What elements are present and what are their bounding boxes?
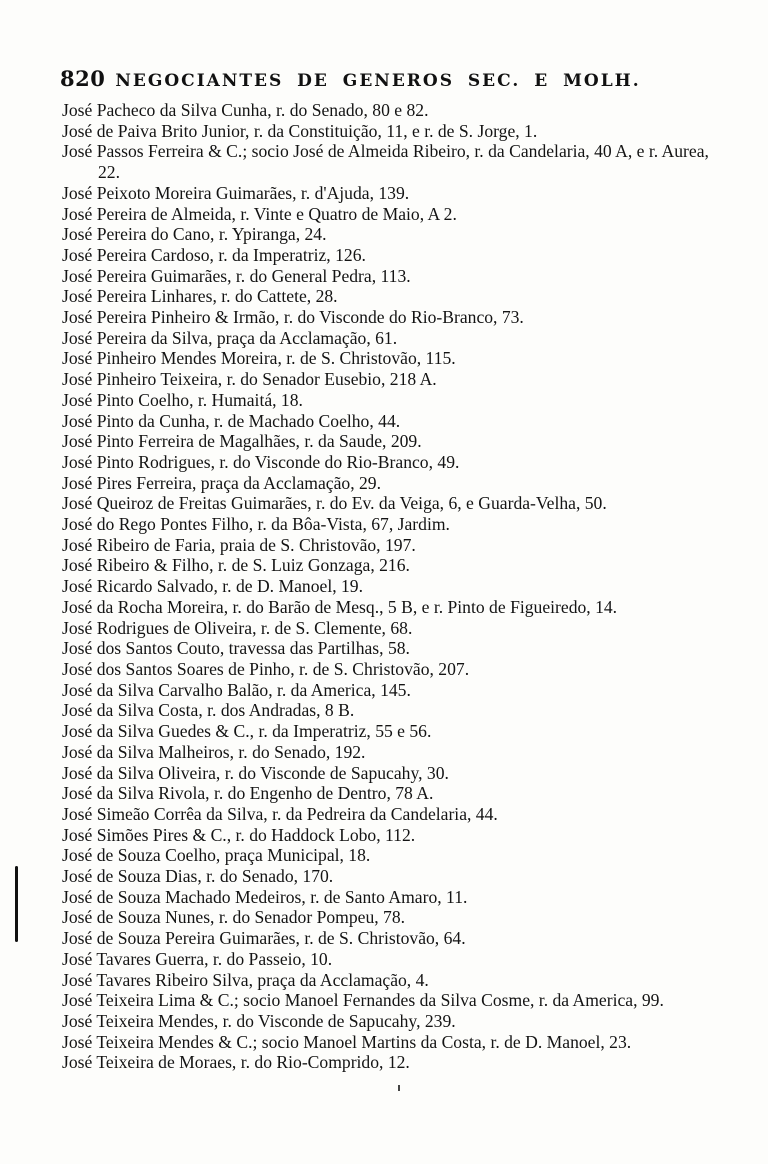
list-item: José da Silva Costa, r. dos Andradas, 8 B. bbox=[62, 700, 355, 721]
page-number: 820 bbox=[60, 66, 106, 91]
list-item: José da Silva Carvalho Balão, r. da America, 145. bbox=[62, 679, 411, 700]
list-item: José Ribeiro & Filho, r. de S. Luiz Gonzaga, 216. bbox=[62, 555, 410, 576]
list-item: José da Rocha Moreira, r. do Barão de Mesq., 5 B, e r. Pinto de Figueiredo, 14. bbox=[62, 596, 618, 617]
list-item: José Pacheco da Silva Cunha, r. do Senado, 80 e 82. bbox=[62, 100, 429, 120]
list-item: José Pereira Pinheiro & Irmão, r. do Visconde do Rio-Branco, 73. bbox=[62, 307, 524, 328]
list-item: José Pereira da Silva, praça da Acclamação, 61. bbox=[62, 327, 398, 348]
list-item: José Pinto Rodrigues, r. do Visconde do Rio-Branco, 49. bbox=[62, 451, 460, 472]
list-item: José Teixeira de Moraes, r. do Rio-Comprido, 12. bbox=[62, 1052, 410, 1073]
list-item: José Tavares Guerra, r. do Passeio, 10. bbox=[62, 948, 333, 969]
page-header bbox=[60, 66, 710, 91]
list-item: José Pereira Cardoso, r. da Imperatriz, 126. bbox=[62, 244, 366, 265]
list-item: José Pereira Guimarães, r. do General Pedra, 113. bbox=[62, 265, 411, 286]
list-item: José de Souza Machado Medeiros, r. de Santo Amaro, 11. bbox=[62, 886, 468, 907]
list-item: José Ricardo Salvado, r. de D. Manoel, 19. bbox=[62, 576, 363, 597]
list-item: José Pinto da Cunha, r. de Machado Coelho, 44. bbox=[62, 410, 401, 431]
list-item: José Pereira Linhares, r. do Cattete, 28. bbox=[62, 286, 338, 307]
list-item: José Passos Ferreira & C.; socio José de Almeida Ribeiro, r. da Candelaria, 40 A, e r. Aurea, 22. bbox=[62, 141, 709, 183]
list-item: José Ribeiro de Faria, praia de S. Christovão, 197. bbox=[62, 534, 416, 555]
list-item: José Queiroz de Freitas Guimarães, r. do Ev. da Veiga, 6, e Guarda-Velha, 50. bbox=[62, 493, 607, 514]
list-item: José Simões Pires & C., r. do Haddock Lobo, 112. bbox=[62, 824, 416, 845]
list-item: José de Souza Pereira Guimarães, r. de S. Christovão, 64. bbox=[62, 928, 466, 949]
list-item: José Pinto Ferreira de Magalhães, r. da Saude, 209. bbox=[62, 431, 422, 452]
running-title: NEGOCIANTES DE GENEROS SEC. E MOLH. bbox=[115, 71, 641, 91]
margin-ink-mark bbox=[15, 866, 18, 942]
list-item: José Teixeira Mendes, r. do Visconde de Sapucahy, 239. bbox=[62, 1010, 456, 1031]
list-item: José de Souza Coelho, praça Municipal, 18. bbox=[62, 845, 371, 866]
list-item: José Teixeira Lima & C.; socio Manoel Fernandes da Silva Cosme, r. da America, 99. bbox=[62, 990, 664, 1011]
list-item: José Simeão Corrêa da Silva, r. da Pedreira da Candelaria, 44. bbox=[62, 803, 498, 824]
list-item: José de Souza Nunes, r. do Senador Pompeu, 78. bbox=[62, 907, 406, 928]
list-item: José de Paiva Brito Junior, r. da Constituição, 11, e r. de S. Jorge, 1. bbox=[62, 120, 538, 141]
list-item: José dos Santos Soares de Pinho, r. de S. Christovão, 207. bbox=[62, 658, 470, 679]
list-item: José Rodrigues de Oliveira, r. de S. Clemente, 68. bbox=[62, 617, 413, 638]
list-item: José Tavares Ribeiro Silva, praça da Acclamação, 4. bbox=[62, 969, 429, 990]
ink-speck bbox=[398, 1085, 400, 1091]
list-item: José Pereira do Cano, r. Ypiranga, 24. bbox=[62, 224, 327, 245]
list-item: José Pinheiro Teixeira, r. do Senador Eusebio, 218 A. bbox=[62, 369, 437, 390]
list-item: José da Silva Guedes & C., r. da Imperatriz, 55 e 56. bbox=[62, 721, 432, 742]
list-item: José dos Santos Couto, travessa das Partilhas, 58. bbox=[62, 638, 410, 659]
list-item: José Peixoto Moreira Guimarães, r. d'Ajuda, 139. bbox=[62, 182, 410, 203]
list-item: José da Silva Rivola, r. do Engenho de Dentro, 78 A. bbox=[62, 783, 434, 804]
list-item: José Pinto Coelho, r. Humaitá, 18. bbox=[62, 389, 303, 410]
list-item: José da Silva Malheiros, r. do Senado, 192. bbox=[62, 741, 366, 762]
list-item: José da Silva Oliveira, r. do Visconde de Sapucahy, 30. bbox=[62, 762, 449, 783]
list-item: José de Souza Dias, r. do Senado, 170. bbox=[62, 866, 334, 887]
list-item: José Pinheiro Mendes Moreira, r. de S. Christovão, 115. bbox=[62, 348, 456, 369]
directory-entries bbox=[62, 100, 712, 1073]
list-item: José Teixeira Mendes & C.; socio Manoel Martins da Costa, r. de D. Manoel, 23. bbox=[62, 1031, 632, 1052]
list-item: José Pires Ferreira, praça da Acclamação, 29. bbox=[62, 472, 381, 493]
list-item: José Pereira de Almeida, r. Vinte e Quatro de Maio, A 2. bbox=[62, 203, 457, 224]
list-item: José do Rego Pontes Filho, r. da Bôa-Vista, 67, Jardim. bbox=[62, 514, 450, 535]
